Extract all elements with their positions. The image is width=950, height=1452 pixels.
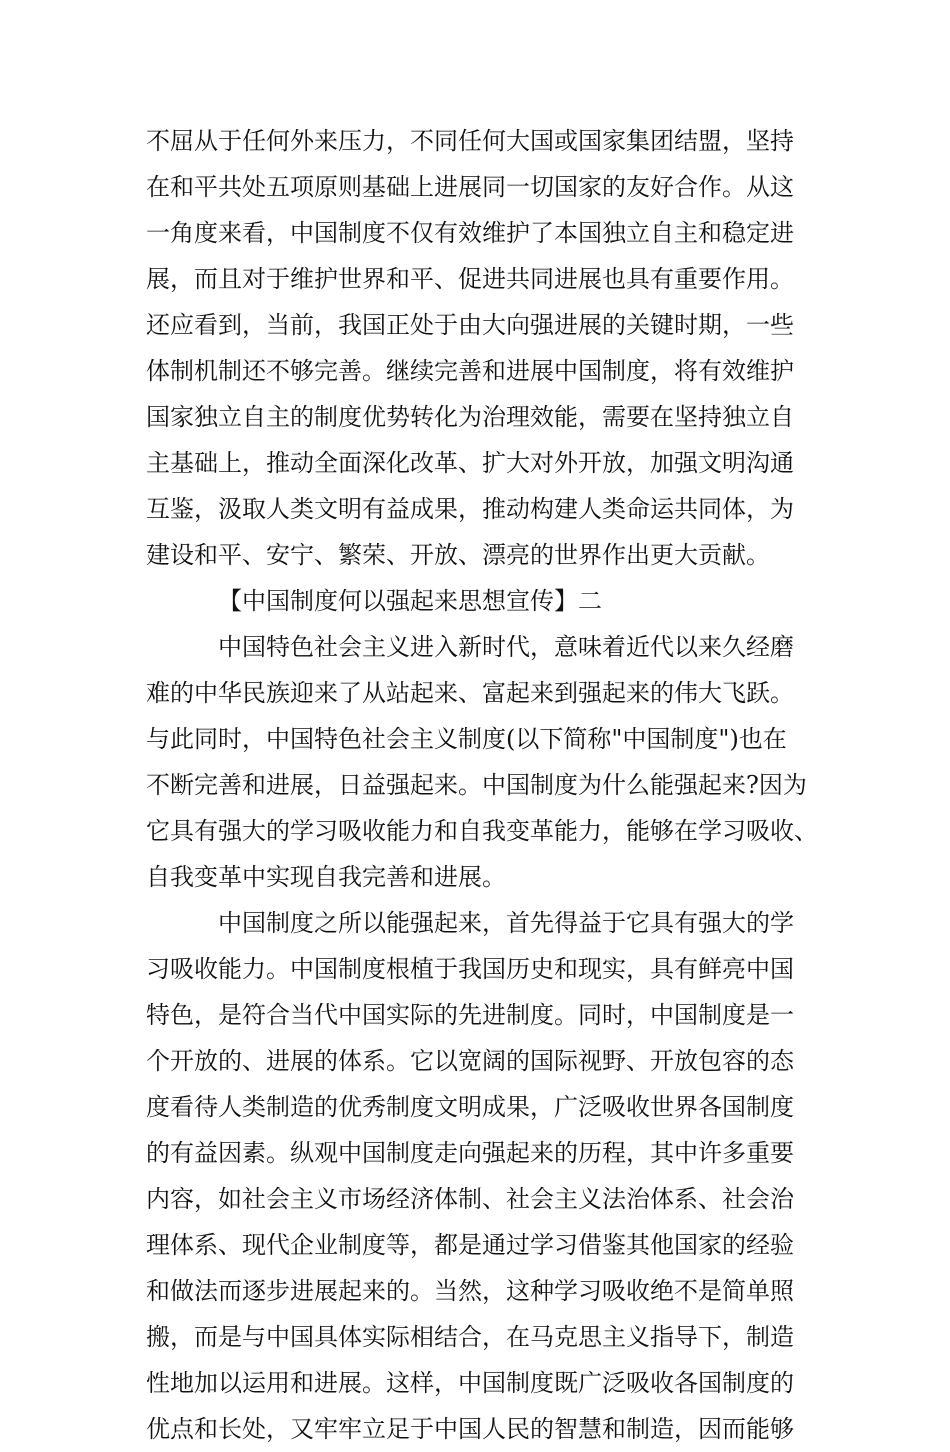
- text-line: 理体系、现代企业制度等，都是通过学习借鉴其他国家的经验: [146, 1231, 794, 1259]
- text-line: 难的中华民族迎来了从站起来、富起来到强起来的伟大飞跃。: [146, 679, 794, 707]
- text-line: 个开放的、进展的体系。它以宽阔的国际视野、开放包容的态: [146, 1047, 794, 1075]
- text-line: 搬，而是与中国具体实际相结合，在马克思主义指导下，制造: [146, 1323, 794, 1351]
- text-line: 不屈从于任何外来压力，不同任何大国或国家集团结盟，坚持: [146, 127, 794, 155]
- document-body: [146, 118, 818, 1452]
- text-line: 特色，是符合当代中国实际的先进制度。同时，中国制度是一: [146, 1001, 794, 1029]
- paragraph-1: [146, 118, 806, 578]
- text-line: 它具有强大的学习吸收能力和自我变革能力，能够在学习吸收、: [146, 817, 818, 845]
- text-line: 不断完善和进展，日益强起来。中国制度为什么能强起来?因为: [146, 771, 807, 799]
- text-line: 在和平共处五项原则基础上进展同一切国家的友好合作。从这: [146, 173, 794, 201]
- text-line: 的有益因素。纵观中国制度走向强起来的历程，其中许多重要: [146, 1139, 794, 1167]
- text-line: 内容，如社会主义市场经济体制、社会主义法治体系、社会治: [146, 1185, 794, 1213]
- text-line: 习吸收能力。中国制度根植于我国历史和现实，具有鲜亮中国: [146, 955, 794, 983]
- text-line: 建设和平、安宁、繁荣、开放、漂亮的世界作出更大贡献。: [146, 541, 770, 569]
- text-line: 性地加以运用和进展。这样，中国制度既广泛吸收各国制度的: [146, 1369, 794, 1397]
- text-line: 国家独立自主的制度优势转化为治理效能，需要在坚持独立自: [146, 403, 794, 431]
- text-line: 互鉴，汲取人类文明有益成果，推动构建人类命运共同体，为: [146, 495, 794, 523]
- text-line: 优点和长处，又牢牢立足于中国人民的智慧和制造，因而能够: [146, 1415, 794, 1443]
- paragraph-3: [146, 900, 806, 1452]
- text-line: 中国制度之所以能强起来，首先得益于它具有强大的学: [218, 909, 794, 937]
- text-line: 主基础上，推动全面深化改革、扩大对外开放，加强文明沟通: [146, 449, 794, 477]
- text-line: 和做法而逐步进展起来的。当然，这种学习吸收绝不是简单照: [146, 1277, 794, 1305]
- text-line: 自我变革中实现自我完善和进展。: [146, 863, 506, 891]
- text-line: 度看待人类制造的优秀制度文明成果，广泛吸收世界各国制度: [146, 1093, 794, 1121]
- text-line: 与此同时，中国特色社会主义制度(以下简称"中国制度")也在: [146, 725, 787, 753]
- text-line: 体制机制还不够完善。继续完善和进展中国制度，将有效维护: [146, 357, 794, 385]
- paragraph-2: [146, 624, 818, 900]
- text-line: 一角度来看，中国制度不仅有效维护了本国独立自主和稳定进: [146, 219, 794, 247]
- section-heading: 【中国制度何以强起来思想宣传】二: [218, 587, 602, 615]
- text-line: 中国特色社会主义进入新时代，意味着近代以来久经磨: [218, 633, 794, 661]
- text-line: 展，而且对于维护世界和平、促进共同进展也具有重要作用。: [146, 265, 794, 293]
- text-line: 还应看到，当前，我国正处于由大向强进展的关键时期，一些: [146, 311, 794, 339]
